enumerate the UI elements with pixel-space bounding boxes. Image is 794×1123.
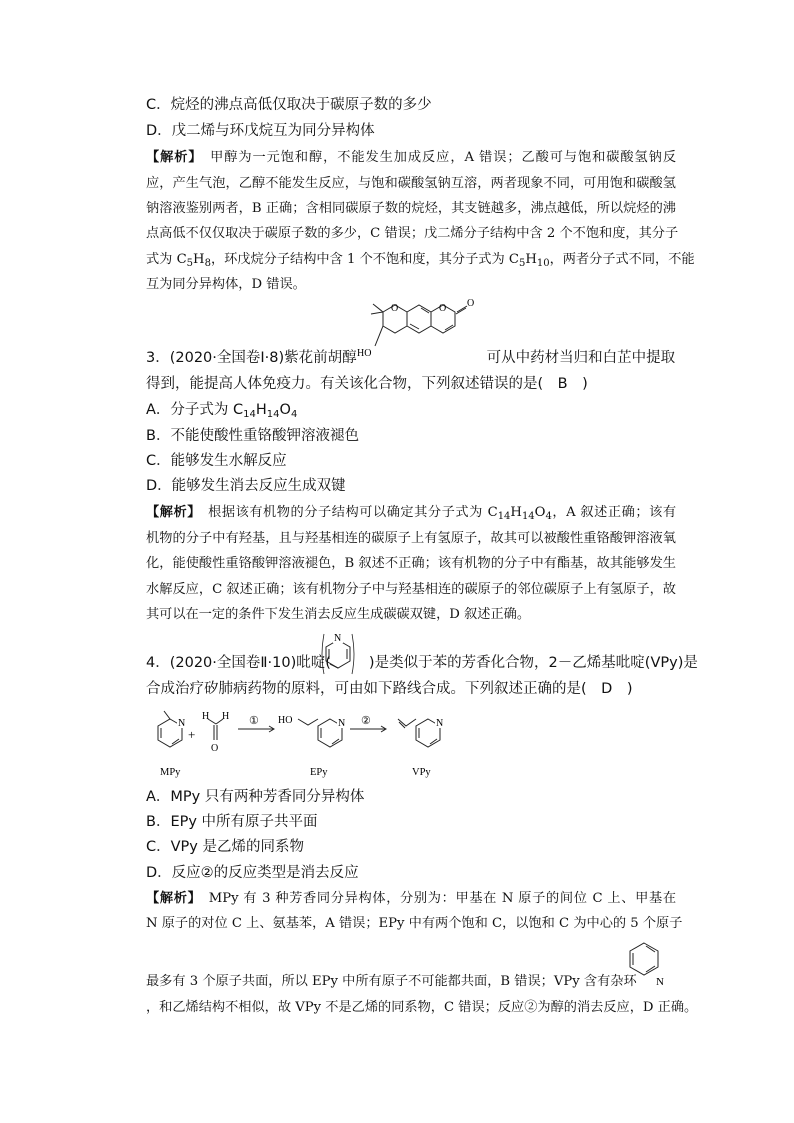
- subscript: 4: [290, 409, 298, 420]
- q2-option-c: C．烷烃的沸点高低仅取决于碳原子数的多少: [146, 97, 432, 113]
- q3-analysis-line: [146, 503, 676, 527]
- label-mpy: MPy: [160, 767, 181, 778]
- subscript: 4: [545, 511, 552, 522]
- q4-stem-end: )是类似于苯的芳香化合物，2－乙烯基吡啶(VPy)是: [368, 655, 698, 671]
- analysis-text: 根据该有机物的分子结构可以确定其分子式为 C: [208, 505, 498, 520]
- atom-o: O: [439, 303, 447, 314]
- atom-n: N: [334, 633, 342, 644]
- formula-text: ，环戊烷分子结构中含 1 个不饱和度，其分子式为 C: [210, 252, 519, 267]
- analysis-text: MPy 有 3 种芳香同分异构体，分别为：甲基在 N 原子的间位 C 上、甲基在: [208, 891, 677, 906]
- analysis-tag: 【解析】: [146, 150, 196, 165]
- q3-analysis-line: 化，能使酸性重铬酸钾溶液褪色，B 叙述不正确；该有机物的分子中有酯基，故其能够发生: [146, 556, 676, 571]
- subscript: 8: [204, 258, 211, 269]
- q3-option-b: B．不能使酸性重铬酸钾溶液褪色: [146, 428, 359, 444]
- q2-analysis-line: 点高低不仅仅取决于碳原子数的多少，C 错误；戊二烯分子结构中含 2 个不饱和度，其分子: [146, 226, 679, 241]
- q3-analysis-line: 机物的分子中有羟基，且与羟基相连的碳原子上有氢原子，故其可以被酸性重铬酸钾溶液氧: [146, 531, 676, 546]
- label-vpy: VPy: [412, 767, 431, 778]
- q3-stem-end: 可从中药材当归和白芷中提取: [486, 350, 676, 366]
- q4-analysis-line: 最多有 3 个原子共面，所以 EPy 中所有原子不可能都共面，B 错误；VPy 含有杂环: [146, 974, 637, 989]
- q4-option-b: B．EPy 中所有原子共平面: [146, 814, 318, 830]
- q3-analysis-line: 水解反应，C 叙述正确；该有机物分子中与羟基相连的碳原子的邻位碳原子上有氢原子，故: [146, 582, 676, 597]
- analysis-text: 甲醇为一元饱和醇，不能发生加成反应，A 错误；乙酸可与饱和碳酸氢钠反: [210, 150, 677, 165]
- formula-text: H: [193, 252, 205, 267]
- plus-sign: +: [188, 727, 196, 742]
- atom-n: N: [656, 976, 664, 988]
- reaction-scheme: [150, 705, 450, 785]
- atom-oh: HO: [278, 715, 293, 726]
- subscript: 5: [186, 258, 194, 269]
- q3-stem-line: [146, 348, 675, 368]
- q4-analysis-line: [146, 889, 676, 909]
- analysis-tag: 【解析】: [146, 505, 195, 520]
- atom-n: N: [436, 718, 444, 729]
- atom-o: O: [467, 298, 475, 309]
- q4-stem-line: [146, 653, 698, 673]
- step-1-label: ①: [249, 715, 259, 727]
- q2-option-d: D．戊二烯与环戊烷互为同分异构体: [146, 123, 375, 139]
- q3-option-c: C．能够发生水解反应: [146, 453, 287, 469]
- q4-option-a: A．MPy 只有两种芳香同分异构体: [146, 789, 365, 805]
- q2-analysis-line: [146, 148, 676, 168]
- q2-analysis-line: 应，产生气泡，乙醇不能发生反应，与饱和碳酸氢钠互溶，两者现象不同，可用饱和碳酸氢: [146, 176, 676, 191]
- atom-o: O: [391, 303, 399, 314]
- analysis-tag: 【解析】: [146, 891, 195, 906]
- subscript: 5: [518, 258, 526, 269]
- q2-analysis-line: [146, 250, 695, 274]
- atom-o: O: [211, 743, 219, 754]
- q4-analysis-line: ，和乙烯结构不相似，故 VPy 不是乙烯的同系物，C 错误；反应②为醇的消去反应，D 正确。: [146, 1000, 698, 1015]
- q4-stem-start: 4．(2020·全国卷Ⅱ·10)吡啶(: [146, 655, 331, 671]
- subscript: 14: [266, 409, 280, 420]
- formula-text: O: [534, 505, 546, 520]
- q4-option-c: C．VPy 是乙烯的同系物: [146, 839, 304, 855]
- subscript: 10: [536, 258, 550, 269]
- subscript: 14: [521, 511, 535, 522]
- atom-n: N: [338, 718, 346, 729]
- formula-text: 式为 C: [146, 252, 187, 267]
- formula-text: H: [525, 252, 537, 267]
- subscript: 14: [497, 511, 511, 522]
- formula-text: H: [255, 402, 267, 418]
- analysis-text: ，A 叙述正确；该有: [551, 505, 677, 520]
- atom-h: H: [202, 711, 210, 722]
- q2-analysis-line: 互为同分异构体，D 错误。: [146, 277, 306, 292]
- atom-h: H: [222, 711, 230, 722]
- q3-option-d: D．能够发生消去反应生成双键: [146, 478, 346, 494]
- q3-stem-start: 3．(2020·全国卷Ⅰ·8)紫花前胡醇: [146, 350, 357, 366]
- label-epy: EPy: [310, 767, 328, 778]
- formula-text: H: [510, 505, 522, 520]
- subscript: 14: [243, 409, 256, 420]
- formula-text: ，两者分子式不同，不能: [549, 252, 695, 267]
- formula-text: A．分子式为 C: [146, 402, 244, 418]
- atom-n: N: [178, 718, 186, 729]
- q4-stem-line-2: 合成治疗矽肺病药物的原料，可由如下路线合成。下列叙述正确的是( D ): [146, 681, 633, 697]
- step-2-label: ②: [361, 715, 371, 727]
- q3-analysis-line: 其可以在一定的条件下发生消去反应生成碳碳双键，D 叙述正确。: [146, 607, 531, 622]
- q4-analysis-line: N 原子的对位 C 上、氨基苯，A 错误；EPy 中有两个饱和 C，以饱和 C 为中心的 5 个原子: [146, 916, 683, 931]
- q2-analysis-line: 钠溶液鉴别两者，B 正确；含相同碳原子数的烷烃，其支链越多，沸点越低，所以烷烃的沸: [146, 201, 676, 216]
- formula-text: O: [279, 402, 291, 418]
- q4-option-d: D．反应②的反应类型是消去反应: [146, 865, 359, 881]
- q3-stem-line-2: 得到，能提高人体免疫力。有关该化合物，下列叙述错误的是( B ): [146, 376, 588, 392]
- atom-oh: HO: [357, 348, 372, 359]
- q3-option-a: [146, 400, 297, 425]
